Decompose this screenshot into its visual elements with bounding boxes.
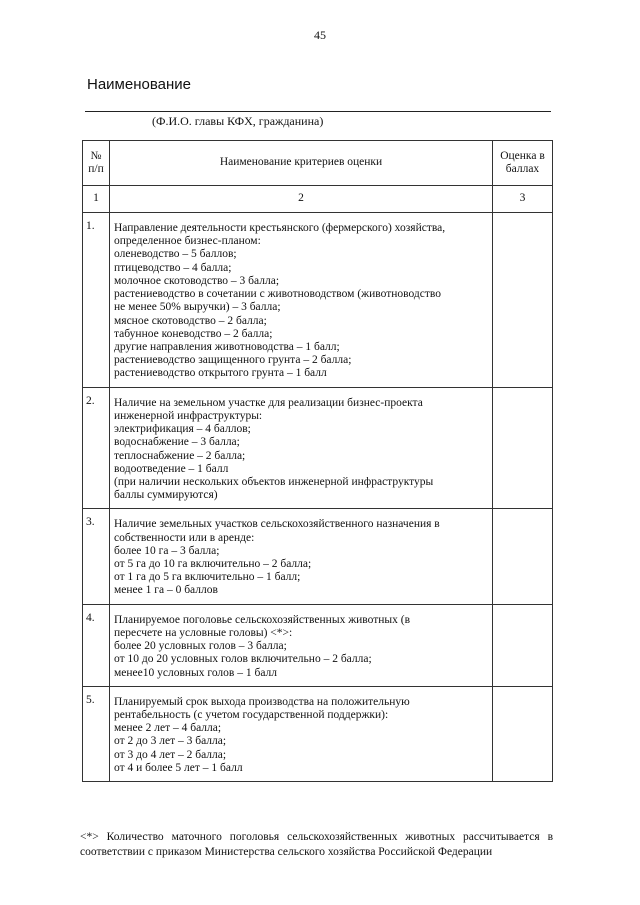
criteria-line: водоотведение – 1 балл bbox=[114, 462, 229, 475]
criteria-line: Наличие земельных участков сельскохозяйственного назначения в bbox=[114, 518, 440, 531]
column-number-row bbox=[83, 186, 553, 213]
column-number: 2 bbox=[110, 186, 493, 213]
criteria-line: оленеводство – 5 баллов; bbox=[114, 248, 237, 261]
table-row bbox=[83, 387, 553, 509]
criteria-description bbox=[110, 509, 493, 604]
table-row bbox=[83, 213, 553, 388]
score-cell bbox=[493, 387, 553, 509]
criteria-line: более 10 га – 3 балла; bbox=[114, 544, 220, 557]
table-row bbox=[83, 509, 553, 604]
column-number: 3 bbox=[493, 186, 553, 213]
criteria-description bbox=[110, 686, 493, 781]
page-number: 45 bbox=[314, 28, 326, 42]
criteria-line: (при наличии нескольких объектов инженерной инфраструктуры bbox=[114, 475, 434, 488]
criteria-line: птицеводство – 4 балла; bbox=[114, 261, 232, 274]
criteria-line: электрификация – 4 баллов; bbox=[114, 423, 251, 436]
criteria-line: от 10 до 20 условных голов включительно – 2 балла; bbox=[114, 653, 372, 666]
criteria-line: инженерной инфраструктуры: bbox=[114, 409, 263, 422]
criteria-description bbox=[110, 387, 493, 509]
criteria-line: баллы суммируются) bbox=[114, 489, 218, 502]
criteria-line: от 1 га до 5 га включительно – 1 балл; bbox=[114, 571, 301, 584]
criteria-line: пересчете на условные головы) <*>: bbox=[114, 626, 293, 639]
criteria-line: менее10 условных голов – 1 балл bbox=[114, 666, 278, 679]
criteria-line: Направление деятельности крестьянского (фермерского) хозяйства, bbox=[114, 222, 446, 234]
criteria-line: определенное бизнес-планом: bbox=[114, 235, 261, 248]
criteria-line: теплоснабжение – 2 балла; bbox=[114, 449, 246, 462]
row-number: 3. bbox=[83, 509, 110, 604]
criteria-line: растениеводство открытого грунта – 1 балл bbox=[114, 367, 327, 380]
row-number: 1. bbox=[83, 213, 110, 388]
score-cell bbox=[493, 213, 553, 388]
table-header-row bbox=[83, 141, 553, 186]
criteria-line: другие направления животноводства – 1 балл; bbox=[114, 340, 340, 353]
criteria-line: растениеводство в сочетании с животноводством (животноводство bbox=[114, 288, 441, 301]
criteria-line: мясное скотоводство – 2 балла; bbox=[114, 314, 267, 327]
fill-in-line bbox=[85, 111, 551, 112]
column-number: 1 bbox=[83, 186, 110, 213]
criteria-line: от 4 и более 5 лет – 1 балл bbox=[114, 761, 243, 774]
criteria-line: Планируемый срок выхода производства на положительную bbox=[114, 695, 410, 708]
header-number: № п/п bbox=[83, 141, 110, 186]
criteria-line: от 5 га до 10 га включительно – 2 балла; bbox=[114, 558, 312, 571]
row-number: 2. bbox=[83, 387, 110, 509]
criteria-line: от 3 до 4 лет – 2 балла; bbox=[114, 748, 227, 761]
score-cell bbox=[493, 604, 553, 686]
header-criteria-name: Наименование критериев оценки bbox=[110, 141, 493, 186]
table-row bbox=[83, 604, 553, 686]
criteria-description bbox=[110, 604, 493, 686]
criteria-description bbox=[110, 213, 493, 388]
fill-in-caption: (Ф.И.О. главы КФХ, гражданина) bbox=[152, 114, 324, 128]
criteria-line: табунное коневодство – 2 балла; bbox=[114, 327, 273, 340]
criteria-line: менее 1 га – 0 баллов bbox=[114, 584, 218, 597]
criteria-line: от 2 до 3 лет – 3 балла; bbox=[114, 735, 227, 748]
criteria-line: собственности или в аренде: bbox=[114, 531, 255, 544]
row-number: 4. bbox=[83, 604, 110, 686]
criteria-line: водоснабжение – 3 балла; bbox=[114, 436, 240, 449]
criteria-line: молочное скотоводство – 3 балла; bbox=[114, 274, 280, 287]
criteria-line: не менее 50% выручки) – 3 балла; bbox=[114, 301, 281, 314]
score-cell bbox=[493, 509, 553, 604]
score-cell bbox=[493, 686, 553, 781]
row-number: 5. bbox=[83, 686, 110, 781]
criteria-line: менее 2 лет – 4 балла; bbox=[114, 722, 222, 735]
criteria-line: более 20 условных голов – 3 балла; bbox=[114, 640, 287, 653]
header-score: Оценка в баллах bbox=[493, 141, 553, 186]
criteria-table bbox=[82, 140, 553, 782]
criteria-line: Планируемое поголовье сельскохозяйственных животных (в bbox=[114, 613, 411, 626]
criteria-line: Наличие на земельном участке для реализации бизнес-проекта bbox=[114, 396, 423, 409]
footnote: <*> Количество маточного поголовья сельскохозяйственных животных рассчитывается в соответствии с приказом Министерства сельского хозяйства Российской Федерации bbox=[80, 831, 553, 858]
table-row bbox=[83, 686, 553, 781]
document-heading: Наименование bbox=[87, 76, 191, 93]
criteria-line: растениеводство защищенного грунта – 2 балла; bbox=[114, 354, 352, 367]
criteria-line: рентабельность (с учетом государственной поддержки): bbox=[114, 709, 389, 721]
